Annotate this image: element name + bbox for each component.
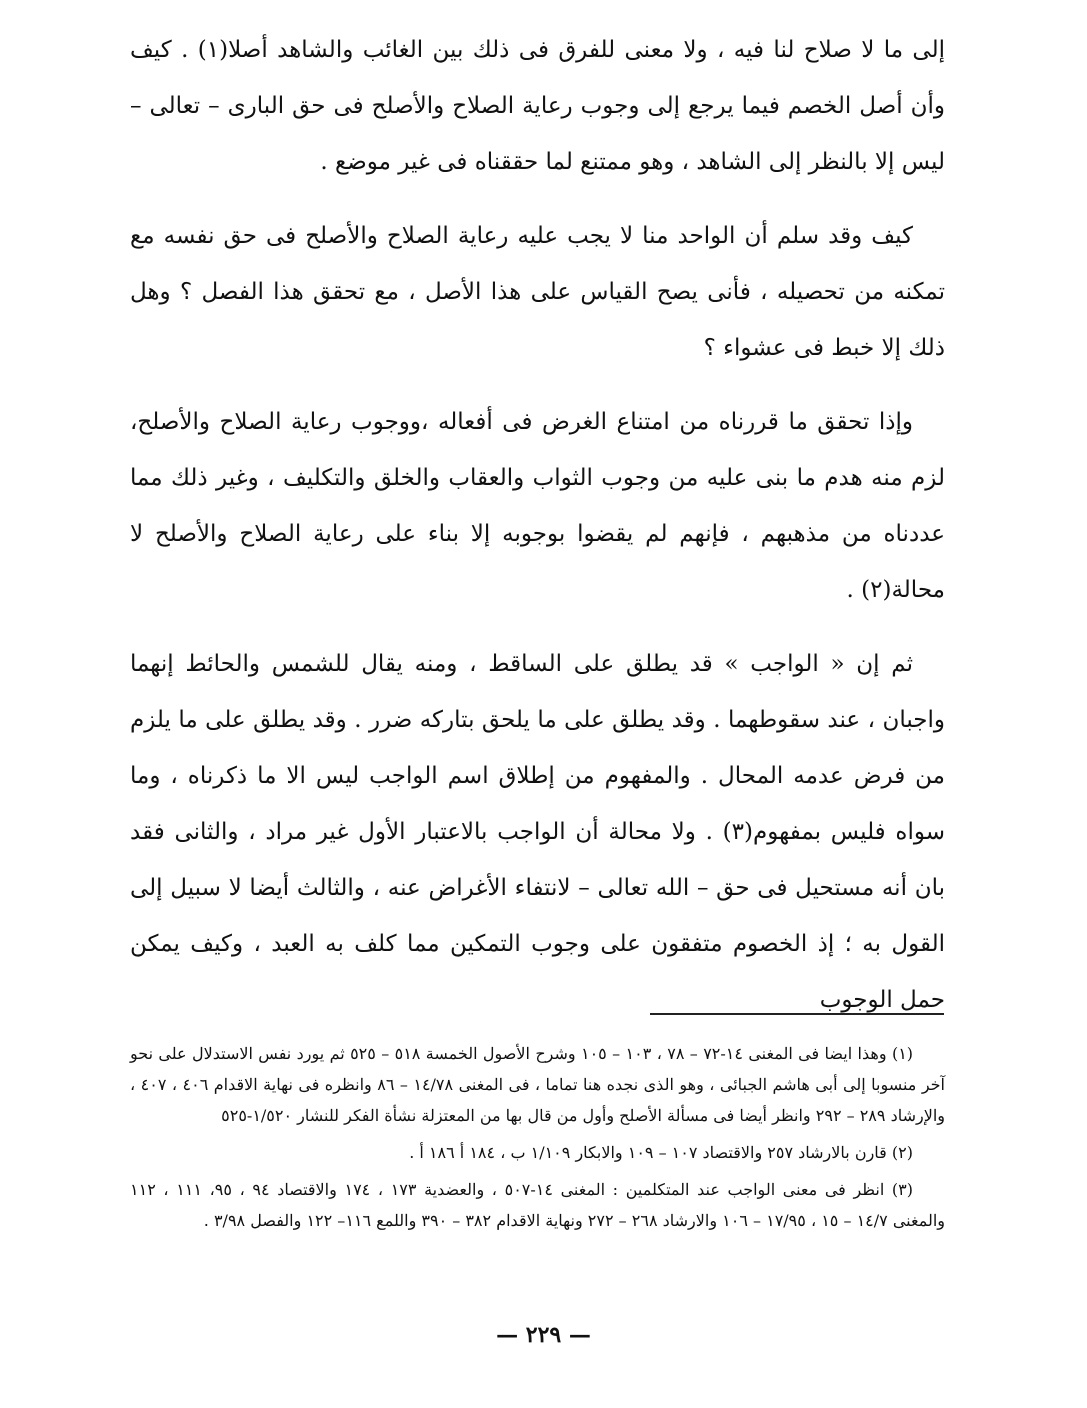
- footnote-3: (٣) انظر فى معنى الواجب عند المتكلمين : المغنى ١٤-٥٠٧ ، والعضدية ١٧٣ ، ١٧٤ والاقتصاد ٩٤ ، ٩٥، ١١١ ، ١١٢ والمغنى ١٤/٧ – ١٥ ، ١٧/٩٥ – ١٠٦ والارشاد ٢٦٨ – ٢٧٢ ونهاية الاقدام ٣٨٢ – ٣٩٠ واللمع ١١٦– ١٢٢ والفصل ٣/٩٨ .: [130, 1180, 945, 1230]
- paragraph-3: وإذا تحقق ما قررناه من امتناع الغرض فى أفعاله ،ووجوب رعاية الصلاح والأصلح، لزم منه هدم ما بنى عليه من وجوب الثواب والعقاب والخلق والتكليف ، وغير ذلك مما عددناه من مذهبهم ، فإنهم لم يقضوا بوجوبه إلا بناء على رعاية الصلاح والأصلح لا محالة(٢) .: [130, 409, 945, 603]
- paragraph-4: ثم إن « الواجب » قد يطلق على الساقط ، ومنه يقال للشمس والحائط إنهما واجبان ، عند سقوطهما . وقد يطلق على ما يلحق بتاركه ضرر . وقد يطلق على ما يلزم من فرض عدمه المحال . والمفهوم من إطلاق اسم الواجب ليس الا ما ذكرناه ، وما سواه فليس بمفهوم(٣) . ولا محالة أن الواجب بالاعتبار الأول غير مراد ، والثانى فقد بان أنه مستحيل فى حق – الله تعالى – لانتفاء الأغراض عنه ، والثالث أيضا لا سبيل إلى القول به ؛ إذ الخصوم متفقون على وجوب التمكين مما كلف به العبد ، وكيف يمكن حمل الوجوب: [130, 651, 946, 1013]
- footnotes: [130, 1038, 945, 1242]
- footnote-1: (١) وهذا ايضا فى المغنى ١٤-٧٢ – ٧٨ ، ١٠٣ – ١٠٥ وشرح الأصول الخمسة ٥١٨ – ٥٢٥ ثم يورد نفس الاستدلال على نحو آخر منسوبا إلى أبى هاشم الجبائى ، وهو الذى نجده هنا تماما ، فى المغنى ١٤/٧٨ – ٨٦ وانظره فى نهاية الاقدام ٤٠٦ ، ٤٠٧ ، والإرشاد ٢٨٩ – ٢٩٢ وانظر أيضا فى مسألة الأصلح وأول من قال بها من المعتزلة نشأة الفكر للنشار ١/٥٢٠-٥٢٥: [130, 1044, 946, 1125]
- main-text: [130, 22, 945, 1046]
- paragraph-2: كيف وقد سلم أن الواحد منا لا يجب عليه رعاية الصلاح والأصلح فى حق نفسه مع تمكنه من تحصيله ، فأنى يصح القياس على هذا الأصل ، مع تحقق هذا الفصل ؟ وهل ذلك إلا خبط فى عشواء ؟: [130, 223, 945, 361]
- footnote-2: (٢) قارن بالارشاد ٢٥٧ والاقتصاد ١٠٧ – ١٠٩ والابكار ١/١٠٩ ب ، ١٨٤ أ ١٨٦ أ .: [409, 1143, 913, 1162]
- page-number: — ٢٢٩ —: [496, 1322, 591, 1348]
- footnote-separator: [650, 1013, 944, 1015]
- paragraph-1: إلى ما لا صلاح لنا فيه ، ولا معنى للفرق فى ذلك بين الغائب والشاهد أصلا(١) . كيف وأن أصل الخصم فيما يرجع إلى وجوب رعاية الصلاح والأصلح فى حق البارى – تعالى – ليس إلا بالنظر إلى الشاهد ، وهو ممتنع لما حققناه فى غير موضع .: [130, 37, 945, 175]
